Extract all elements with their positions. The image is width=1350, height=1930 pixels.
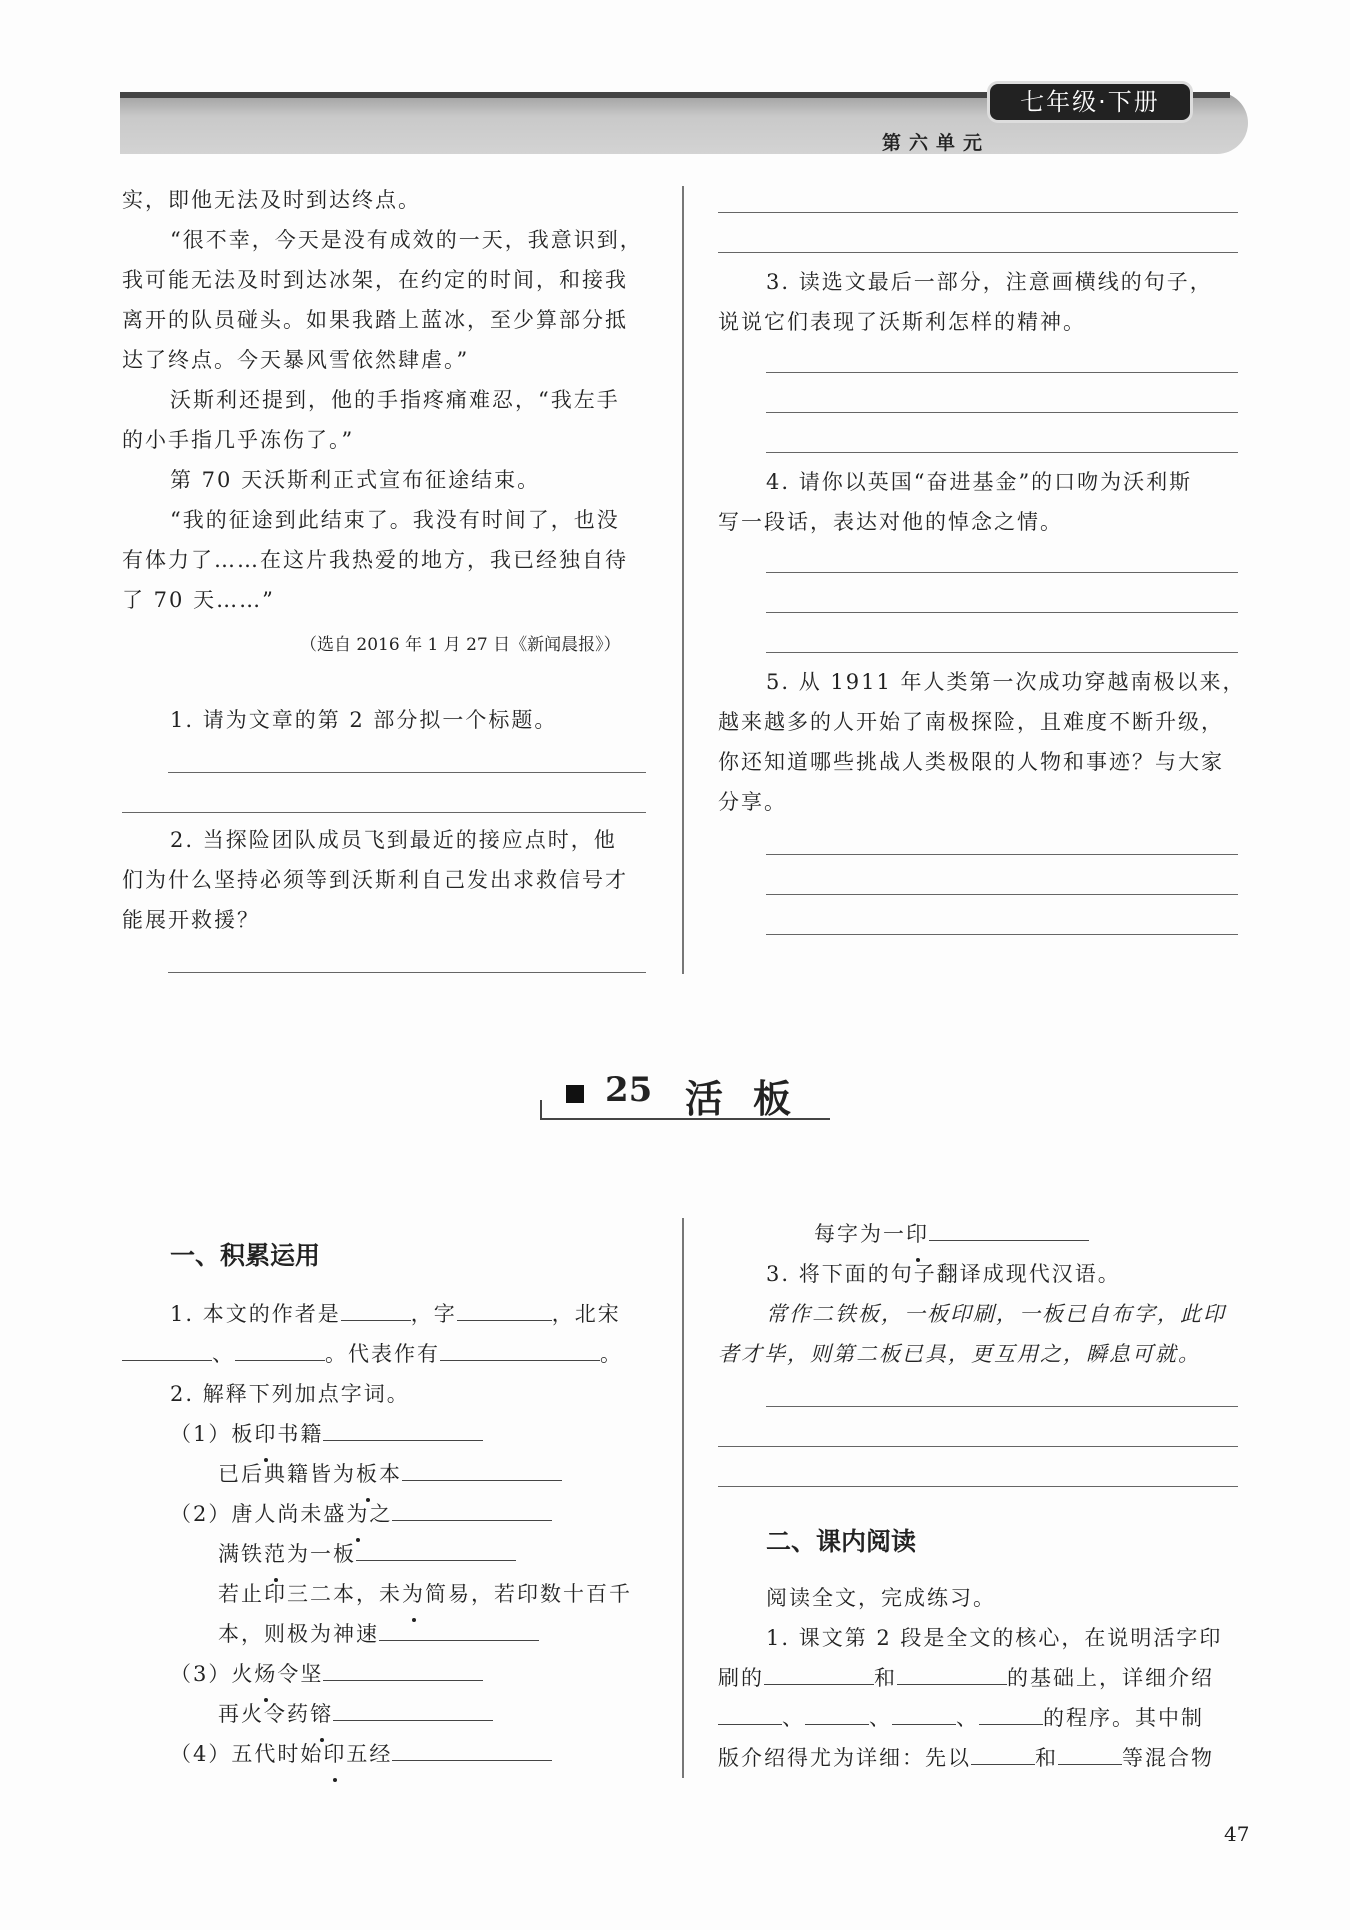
blank[interactable]: [805, 1700, 869, 1725]
title-square-icon: [566, 1085, 584, 1103]
question-3: 3. 读选文最后一部分，注意画横线的句子，: [766, 270, 1213, 294]
blank[interactable]: [333, 1696, 493, 1721]
unit-label: 第六单元: [882, 132, 991, 154]
answer-line[interactable]: [766, 934, 1238, 935]
answer-line[interactable]: [168, 972, 646, 973]
word-item: 再火令药镕: [218, 1694, 493, 1734]
passage-line: 沃斯利还提到，他的手指疼痛难忍，“我左手: [170, 388, 620, 412]
question-4: 4. 请你以英国“奋进基金”的口吻为沃利斯: [766, 470, 1193, 494]
answer-line[interactable]: [766, 894, 1238, 895]
blank[interactable]: [718, 1700, 782, 1725]
passage-line: “很不幸，今天是没有成效的一天，我意识到，: [170, 228, 643, 252]
blank[interactable]: [979, 1700, 1043, 1725]
blank[interactable]: [235, 1336, 325, 1361]
lesson-number: 25: [605, 1070, 653, 1110]
passage-line: 的小手指几乎冻伤了。”: [122, 428, 355, 452]
answer-line[interactable]: [766, 1406, 1238, 1407]
answer-line[interactable]: [718, 212, 1238, 213]
answer-line[interactable]: [718, 1446, 1238, 1447]
blank-courtesy-name[interactable]: [457, 1296, 552, 1321]
blank[interactable]: [392, 1496, 552, 1521]
classical-sentence: 常作二铁板，一板印刷，一板已自布字，此印: [766, 1302, 1226, 1326]
answer-line[interactable]: [766, 572, 1238, 573]
answer-line[interactable]: [168, 772, 646, 773]
question-3-line: 说说它们表现了沃斯利怎样的精神。: [718, 310, 1086, 334]
title-frame: [540, 1100, 542, 1120]
blank[interactable]: [1058, 1740, 1122, 1765]
question-2-line: 能展开救援？: [122, 908, 260, 932]
page-number: 47: [1224, 1822, 1250, 1846]
reading-question-1: 1. 课文第 2 段是全文的核心，在说明活字印: [766, 1626, 1223, 1650]
passage-line: 达了终点。今天暴风雪依然肆虐。”: [122, 348, 470, 372]
answer-line[interactable]: [718, 1486, 1238, 1487]
word-item: （1）板印书籍: [170, 1414, 483, 1454]
question-1: 1. 请为文章的第 2 部分拟一个标题。: [170, 708, 558, 732]
word-item: 已后典籍皆为板本: [218, 1454, 562, 1494]
section-heading: 二、课内阅读: [766, 1527, 917, 1556]
word-item: 满铁范为一板: [218, 1534, 516, 1574]
word-item: 本，则极为神速: [218, 1614, 539, 1654]
passage-line: 离开的队员碰头。如果我踏上蓝冰，至少算部分抵: [122, 308, 628, 332]
blank[interactable]: [356, 1536, 516, 1561]
word-item: （4）五代时始印五经: [170, 1734, 552, 1774]
question-2: 2. 当探险团队成员飞到最近的接应点时，他: [170, 828, 617, 852]
blank[interactable]: [402, 1456, 562, 1481]
answer-line[interactable]: [718, 252, 1238, 253]
answer-line[interactable]: [766, 612, 1238, 613]
blank[interactable]: [764, 1660, 874, 1685]
blank[interactable]: [892, 1700, 956, 1725]
passage-line: “我的征途到此结束了。我没有时间了，也没: [170, 508, 620, 532]
question-4-line: 写一段话，表达对他的悼念之情。: [718, 510, 1063, 534]
passage-line: 实，即他无法及时到达终点。: [122, 188, 421, 212]
answer-line[interactable]: [766, 652, 1238, 653]
blank[interactable]: [379, 1616, 539, 1641]
passage-line: 第 70 天沃斯利正式宣布征途结束。: [170, 468, 541, 492]
reading-question-1-line: 版介绍得尤为详细：先以 和 等混合物: [718, 1738, 1214, 1778]
blank[interactable]: [392, 1736, 552, 1761]
blank[interactable]: [971, 1740, 1035, 1765]
fill-question-1: 1. 本文的作者是 ，字 ，北宋: [170, 1294, 621, 1334]
answer-line[interactable]: [766, 452, 1238, 453]
passage-line: 有体力了……在这片我热爱的地方，我已经独自待: [122, 548, 628, 572]
question-5-line: 越来越多的人开始了南极探险，且难度不断升级，: [718, 710, 1224, 734]
lesson-title: 活板: [685, 1076, 822, 1121]
question-5: 5. 从 1911 年人类第一次成功穿越南极以来，: [766, 670, 1246, 694]
blank-works[interactable]: [440, 1336, 600, 1361]
blank-author[interactable]: [341, 1296, 411, 1321]
column-divider-top: [682, 186, 684, 974]
source-citation: （选自 2016 年 1 月 27 日《新闻晨报》）: [300, 635, 621, 655]
blank[interactable]: [122, 1336, 212, 1361]
question-2-line: 们为什么坚持必须等到沃斯利自己发出求救信号才: [122, 868, 628, 892]
reading-intro: 阅读全文，完成练习。: [766, 1586, 996, 1610]
word-item: （3）火炀令坚: [170, 1654, 483, 1694]
word-item: 每字为一印: [814, 1214, 1089, 1254]
blank[interactable]: [897, 1660, 1007, 1685]
answer-line[interactable]: [766, 372, 1238, 373]
classical-sentence: 者才毕，则第二板已具，更互用之，瞬息可就。: [718, 1342, 1201, 1366]
blank[interactable]: [323, 1416, 483, 1441]
answer-line[interactable]: [766, 854, 1238, 855]
passage-line: 了 70 天……”: [122, 588, 275, 612]
question-2-heading: 2. 解释下列加点字词。: [170, 1382, 410, 1406]
blank[interactable]: [323, 1656, 483, 1681]
word-item: （2）唐人尚未盛为之: [170, 1494, 552, 1534]
answer-line[interactable]: [122, 812, 646, 813]
question-5-line: 你还知道哪些挑战人类极限的人物和事迹？与大家: [718, 750, 1224, 774]
answer-line[interactable]: [766, 412, 1238, 413]
grade-badge: 七年级·下册: [990, 84, 1190, 120]
reading-question-1-line: 、 、 、 的程序。其中制: [718, 1698, 1204, 1738]
question-3-translate: 3. 将下面的句子翻译成现代汉语。: [766, 1262, 1121, 1286]
blank[interactable]: [929, 1216, 1089, 1241]
passage-line: 我可能无法及时到达冰架，在约定的时间，和接我: [122, 268, 628, 292]
section-heading: 一、积累运用: [170, 1241, 321, 1270]
column-divider-bottom: [682, 1218, 684, 1778]
reading-question-1-line: 刷的 和 的基础上，详细介绍: [718, 1658, 1214, 1698]
fill-question-1-line: 、 。代表作有 。: [122, 1334, 623, 1374]
question-5-line: 分享。: [718, 790, 787, 814]
word-item: 若止印三二本，未为简易，若印数十百千: [218, 1574, 632, 1614]
